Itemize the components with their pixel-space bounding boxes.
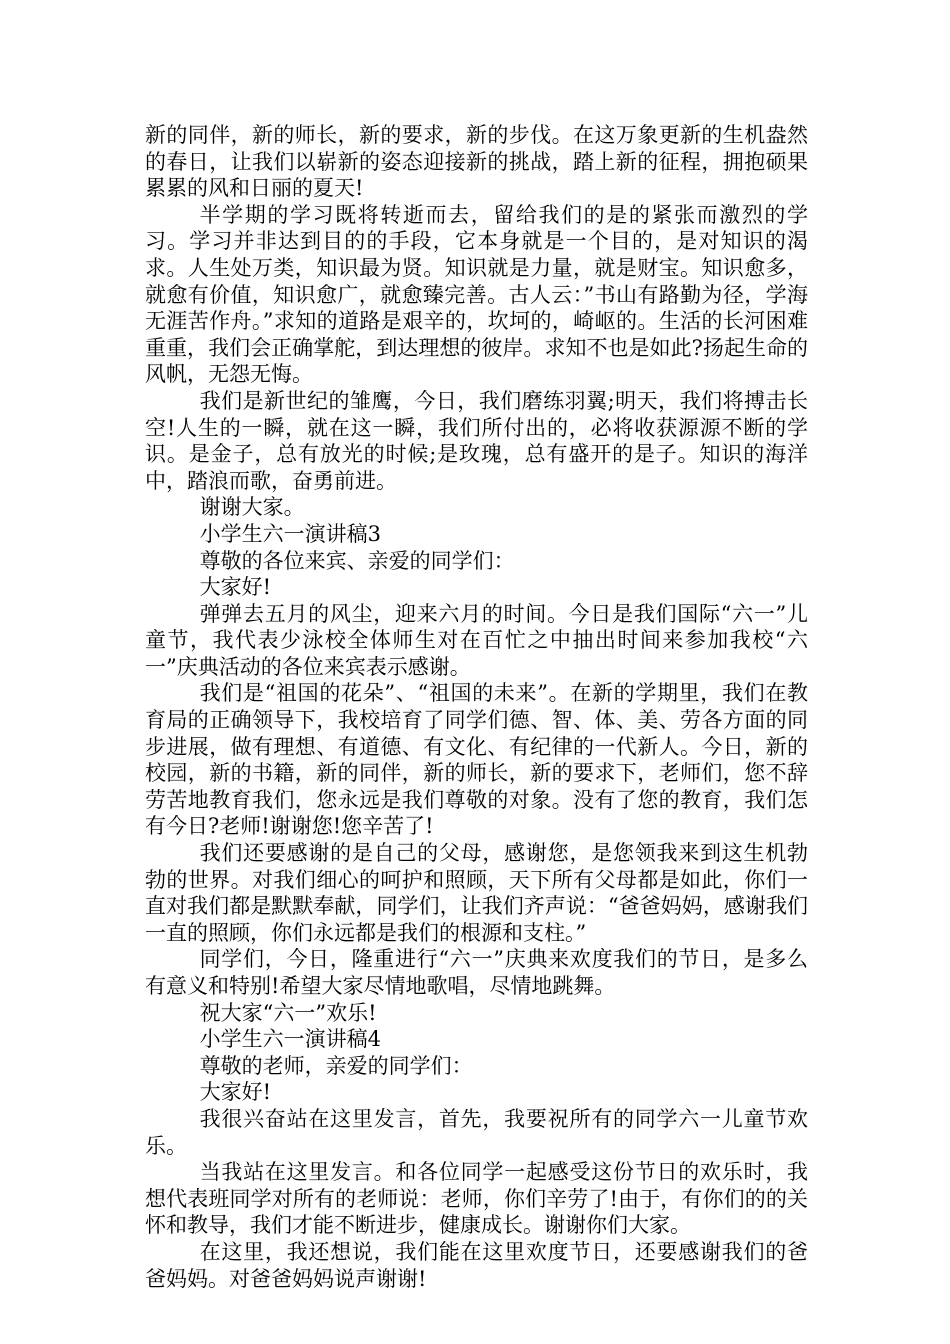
paragraph: 半学期的学习既将转逝而去，留给我们的是的紧张而激烈的学习。学习并非达到目的的手段，它本身就是一个目的，是对知识的渴求。人生处万类，知识最为贤。知识就是力量，就是财宝。知识愈多，就愈有价值，知识愈广，就愈臻完善。古人云：”书山有路勤为径，学海无涯苦作舟。”求知的道路是艰辛的，坎坷的，崎岖的。生活的长河困难重重，我们会正确掌舵，到达理想的彼岸。求知不也是如此?扬起生命的风帆，无怨无悔。 — [145, 202, 808, 387]
paragraph: 我很兴奋站在这里发言，首先，我要祝所有的同学六一儿童节欢乐。 — [145, 1106, 808, 1158]
section-heading: 小学生六一演讲稿4 — [199, 1027, 381, 1052]
greeting: 大家好! — [199, 1080, 272, 1105]
paragraph: 在这里，我还想说，我们能在这里欢度节日，还要感谢我们的爸爸妈妈。对爸爸妈妈说声谢谢! — [145, 1239, 808, 1291]
paragraph: 祝大家“六一”欢乐! — [199, 1000, 377, 1025]
salutation: 尊敬的老师，亲爱的同学们： — [199, 1053, 473, 1078]
paragraph: 我们是新世纪的雏鹰，今日，我们磨练羽翼;明天，我们将搏击长空!人生的一瞬，就在这一瞬，我们所付出的，必将收获源源不断的学识。是金子，总有放光的时候;是玫瑰，总有盛开的是子。知识的海洋中，踏浪而歌，奋勇前进。 — [145, 388, 808, 493]
greeting: 大家好! — [199, 575, 272, 600]
paragraph: 新的同伴，新的师长，新的要求，新的步伐。在这万象更新的生机盎然的春日，让我们以崭新的姿态迎接新的挑战，踏上新的征程，拥抱硕果累累的风和日丽的夏天! — [145, 123, 808, 201]
document-body — [145, 122, 808, 1292]
paragraph: 我们还要感谢的是自己的父母，感谢您，是您领我来到这生机勃勃的世界。对我们细心的呵护和照顾，天下所有父母都是如此，你们一直对我们都是默默奉献，同学们，让我们齐声说：“爸爸妈妈，感谢我们一直的照顾，你们永远都是我们的根源和支柱。” — [145, 841, 808, 945]
paragraph: 当我站在这里发言。和各位同学一起感受这份节日的欢乐时，我想代表班同学对所有的老师说：老师，你们辛劳了!由于，有你们的的关怀和教导，我们才能不断进步，健康成长。谢谢你们大家。 — [145, 1160, 808, 1238]
paragraph: 谢谢大家。 — [199, 495, 305, 520]
salutation: 尊敬的各位来宾、亲爱的同学们： — [199, 548, 515, 573]
paragraph: 我们是“祖国的花朵”、“祖国的未来”。在新的学期里，我们在教育局的正确领导下，我校培育了同学们德、智、体、美、劳各方面的同步进展，做有理想、有道德、有文化、有纪律的一代新人。今日，新的校园，新的书籍，新的同伴，新的师长，新的要求下，老师们，您不辞劳苦地教育我们，您永远是我们尊敬的对象。没有了您的教育，我们怎有今日?老师!谢谢您!您辛苦了! — [145, 681, 808, 839]
paragraph: 弹弹去五月的风尘，迎来六月的时间。今日是我们国际“六一”儿童节，我代表少泳校全体师生对在百忙之中抽出时间来参加我校“六一”庆典活动的各位来宾表示感谢。 — [145, 601, 808, 679]
paragraph: 同学们，今日，隆重进行“六一”庆典来欢度我们的节日，是多么有意义和特别!希望大家尽情地歌唱，尽情地跳舞。 — [145, 947, 808, 998]
section-heading: 小学生六一演讲稿3 — [199, 521, 381, 546]
